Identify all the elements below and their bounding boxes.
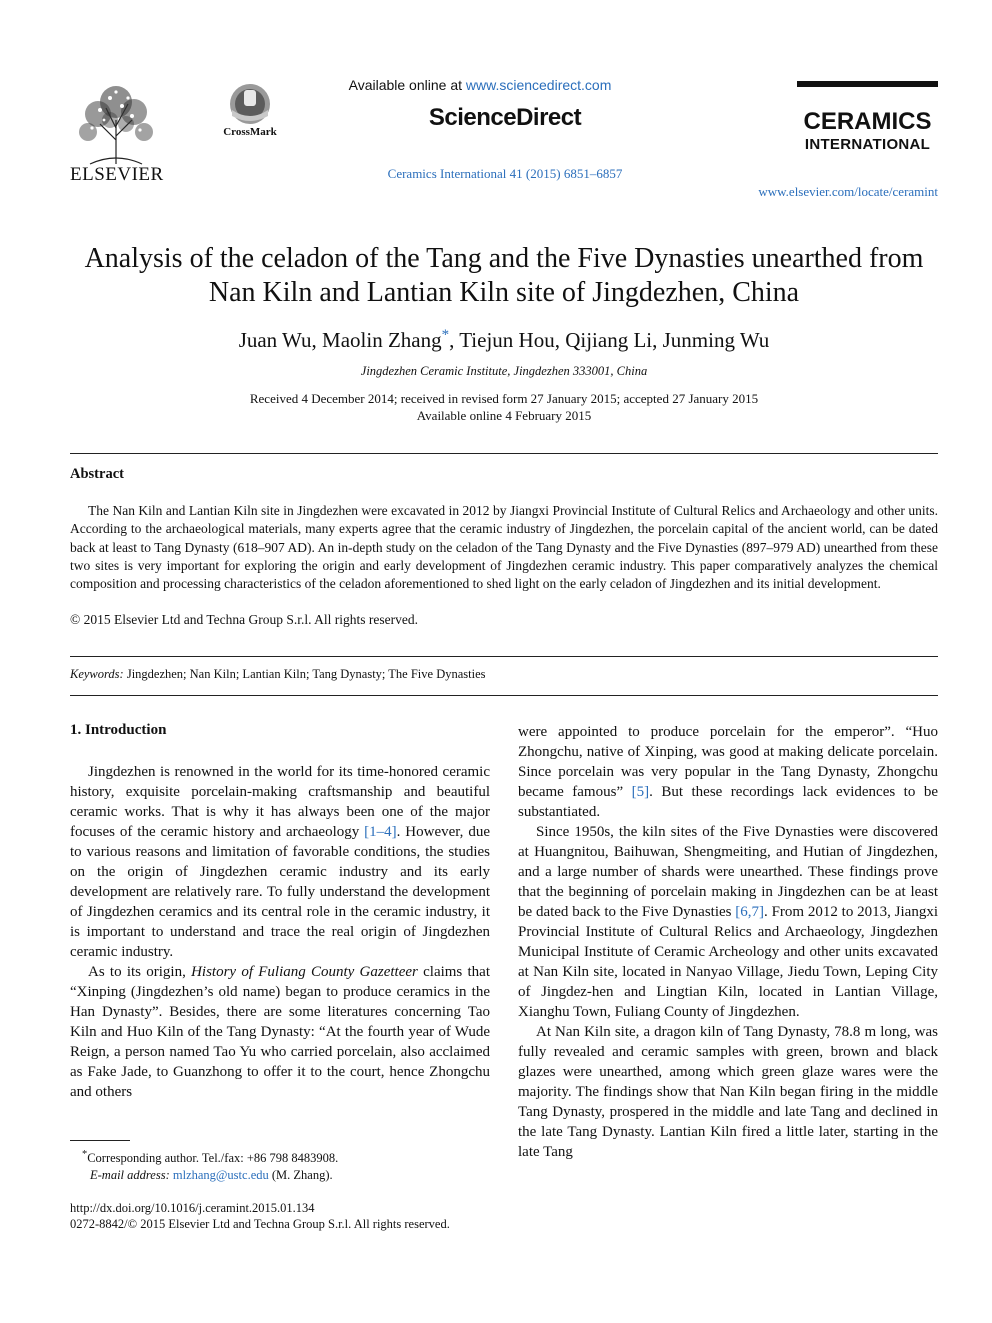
dates-received: Received 4 December 2014; received in revised form 27 January 2015; accepted 27 January 2015: [249, 391, 759, 406]
text-run: . However, due to various reasons and limitation of favorable conditions, the studies on the origin of Jingdezhen ceramic industry and its early development are relatively rare. To fully understand the development of Jingdezhen ceramics and its central role in the ceramic industry, it is important to understand and trace the real origin of Jingdezhen ceramic industry.: [70, 824, 490, 960]
footnote-text: Corresponding author. Tel./fax: +86 798 8483908.: [87, 1151, 339, 1166]
section-heading: 1. Introduction: [70, 722, 167, 738]
abstract-body: [70, 502, 938, 593]
divider: [70, 453, 938, 454]
page-footer: [70, 1200, 450, 1232]
footnote-rule: [70, 1140, 130, 1141]
text-run: . From 2012 to 2013, Jiangxi Provincial Institute of Cultural Relics and Archaeology, Jingdezhen Municipal Institute of Ceramic Archeology and other units excavated at Nan Kiln site, located in Nanyao Village, Jiedu Town, Leping City of Jingdez-hen and Lingtian Kiln, located in Lantian Village, Xianghu Town, Fuliang County of Jingdezhen.: [518, 904, 938, 1020]
right-column: [518, 722, 938, 1162]
text-run: As to its origin,: [88, 964, 192, 980]
body-paragraph: [518, 822, 938, 1022]
elsevier-tree-logo: [70, 80, 162, 166]
footnote-mark: *: [82, 1149, 88, 1160]
affiliation: Jingdezhen Ceramic Institute, Jingdezhen 333001, China: [360, 364, 648, 378]
article-dates: [70, 390, 938, 424]
abstract-copyright: © 2015 Elsevier Ltd and Techna Group S.r.l. All rights reserved.: [70, 612, 418, 627]
text-run: Jingdezhen is renowned in the world for its time-honored ceramic history, exquisite porcelain-making craftsmanship and beautiful ceramic works. That is why it has always been one of the major focuses of the ceramic history and archaeology: [70, 764, 490, 840]
journal-title: CERAMICS: [803, 108, 932, 135]
sciencedirect-link[interactable]: www.sciencedirect.com: [465, 77, 612, 93]
keywords-label: Keywords:: [70, 667, 124, 681]
crossmark-icon[interactable]: [222, 82, 278, 126]
footnotes: [82, 1146, 338, 1184]
reference-link[interactable]: [5]: [631, 784, 650, 800]
reference-link[interactable]: [1–4]: [364, 824, 397, 840]
authors-before: Juan Wu, Maolin Zhang: [238, 328, 442, 352]
email-footnote: [82, 1167, 338, 1184]
body-paragraph: [70, 962, 490, 1102]
issn-copyright: 0272-8842/© 2015 Elsevier Ltd and Techna Group S.r.l. All rights reserved.: [70, 1217, 450, 1231]
body-paragraph: At Nan Kiln site, a dragon kiln of Tang Dynasty, 78.8 m long, was fully revealed and ceramic samples with green, brown and black glazes were unearthed, among which green glaze wares were the majority. The findings show that Nan Kiln began firing in the middle Tang Dynasty, prospered in the middle and late Tang and declined in the late Tang Dynasty. Lantian Kiln fired a little later, starting in the late Tang: [518, 1024, 938, 1160]
abstract-paragraph: The Nan Kiln and Lantian Kiln site in Jingdezhen were excavated in 2012 by Jiangxi Provincial Institute of Cultural Relics and Archaeology and other units. According to the archaeological materials, many experts agree that the ceramic industry of Jingdezhen, the porcelain capital of the ancient world, can be dated back at least to Tang Dynasty (618–907 AD). An in-depth study on the celadon of the Tang Dynasty and the Five Dynasties (897–979 AD) unearthed from these two sites is very important for exploring the origin and early development of Jingdezhen ceramic industry. This paper comparatively analyzes the chemical composition and processing characteristics of the celadon aforementioned to shed light on the early celadon of Jingdezhen and its initial development.: [70, 503, 938, 592]
divider: [70, 695, 938, 696]
dates-available: Available online 4 February 2015: [416, 408, 592, 423]
journal-title-sub: INTERNATIONAL: [804, 136, 931, 153]
text-run: were appointed to produce porcelain for the emperor”. “Huo Zhongchu, native of Xinping, was good at making delicate porcelain. Since porcelain was very popular in the Tang Dynasty, Zhongchu became famous”: [518, 724, 938, 800]
email-link[interactable]: mlzhang@ustc.edu: [172, 1168, 269, 1183]
keywords: [70, 667, 486, 682]
doi-link[interactable]: http://dx.doi.org/10.1016/j.ceramint.2015.01.134: [70, 1201, 315, 1215]
divider: [70, 656, 938, 657]
abstract-heading: Abstract: [70, 466, 124, 482]
article-title: Analysis of the celadon of the Tang and the Five Dynasties unearthed from Nan Kiln and Lantian Kiln site of Jingdezhen, China: [84, 243, 924, 308]
email-suffix: (M. Zhang).: [268, 1168, 333, 1183]
journal-title-rule: [797, 81, 938, 87]
journal-url-link[interactable]: www.elsevier.com/locate/ceramint: [758, 184, 938, 199]
publisher-name: ELSEVIER: [70, 164, 164, 185]
reference-link[interactable]: [6,7]: [735, 904, 765, 920]
sciencedirect-logo: ScienceDirect: [428, 104, 582, 131]
text-run: Since 1950s, the kiln sites of the Five Dynasties were discovered at Huangnitou, Baihuwan, Shengmeiting, and Hutian of Jingdezhen, and a large number of shards were unearthed. These findings prove that the beginning of porcelain making in Jingdezhen can be at least be dated back to the Five Dynasties: [518, 824, 938, 920]
corresponding-footnote: [82, 1146, 338, 1167]
journal-citation[interactable]: Ceramics International 41 (2015) 6851–6857: [387, 166, 623, 181]
text-run: . But these recordings lack evidences to be substantiated.: [518, 784, 938, 820]
text-run: claims that “Xinping (Jingdezhen’s old name) began to produce ceramics in the Han Dynasty”. Besides, there are some literatures concerning Tao Kiln and Huo Kiln of the Tang Dynasty: “At the fourth year of Wude Reign, a person named Tao Yu who carried porcelain, also acclaimed as Fake Jade, to Guanzhong to offer it to the court, hence Zhongchu and others: [70, 964, 491, 1100]
left-column: [70, 762, 490, 1102]
available-online: [300, 77, 660, 93]
author-list: [70, 327, 938, 353]
authors-after: , Tiejun Hou, Qijiang Li, Junming Wu: [449, 328, 770, 352]
crossmark-label: CrossMark: [223, 126, 277, 138]
body-paragraph: [518, 722, 938, 822]
available-online-prefix: Available online at: [348, 77, 466, 93]
book-title: History of Fuliang County Gazetteer: [191, 964, 418, 980]
body-paragraph: [70, 762, 490, 962]
email-label: E-mail address:: [90, 1168, 170, 1183]
keywords-text: Jingdezhen; Nan Kiln; Lantian Kiln; Tang Dynasty; The Five Dynasties: [123, 667, 486, 681]
corresponding-author-mark[interactable]: *: [441, 327, 450, 343]
